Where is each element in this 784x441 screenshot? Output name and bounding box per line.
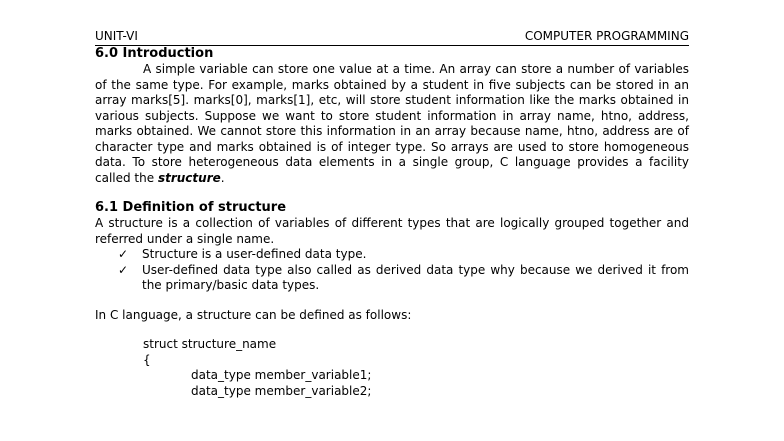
header-subject: COMPUTER PROGRAMMING (524, 29, 689, 43)
bullet-text: User-defined data type also called as derived data type why because we derived it from the primary/basic data types. (142, 262, 689, 292)
intro-paragraph (95, 62, 689, 186)
intro-heading: 6.0 Introduction (95, 46, 214, 61)
list-item (118, 263, 689, 294)
list-item (118, 247, 689, 263)
bullet-text: Structure is a user-defined data type. (142, 247, 367, 261)
definition-paragraph: A structure is a collection of variables of different types that are logically grouped together and referred under a single name. (95, 216, 689, 246)
document-page (95, 29, 689, 399)
structure-keyword: structure (157, 170, 221, 185)
code-line: data_type member_variable1; (191, 368, 372, 382)
code-block (95, 337, 689, 399)
code-line: struct structure_name (143, 337, 277, 351)
code-line: { (143, 352, 151, 367)
intro-period: . (220, 170, 225, 185)
definition-heading: 6.1 Definition of structure (95, 200, 287, 215)
syntax-intro: In C language, a structure can be defined as follows: (95, 307, 412, 322)
definition-bullets (95, 247, 689, 294)
code-line: data_type member_variable2; (191, 383, 372, 398)
intro-text: A simple variable can store one value at a time. An array can store a number of variables of the same type. For example, marks obtained by a student in five subjects can be stored in an array marks[5]. marks[0], marks[1], etc, will store student information like the marks obtained in various subjects. Suppose we want to store student information in array name, htno, address, marks obtained. We cannot store this information in an array because name, htno, address are of character type and marks obtained is of integer type. So arrays are used to store homogeneous data. To store heterogeneous data elements in a single group, C language provides a facility called the (95, 62, 689, 185)
page-header (95, 29, 689, 46)
header-unit: UNIT-VI (95, 29, 138, 43)
checkmark-icon: ✓ (118, 247, 129, 261)
checkmark-icon: ✓ (118, 262, 129, 277)
